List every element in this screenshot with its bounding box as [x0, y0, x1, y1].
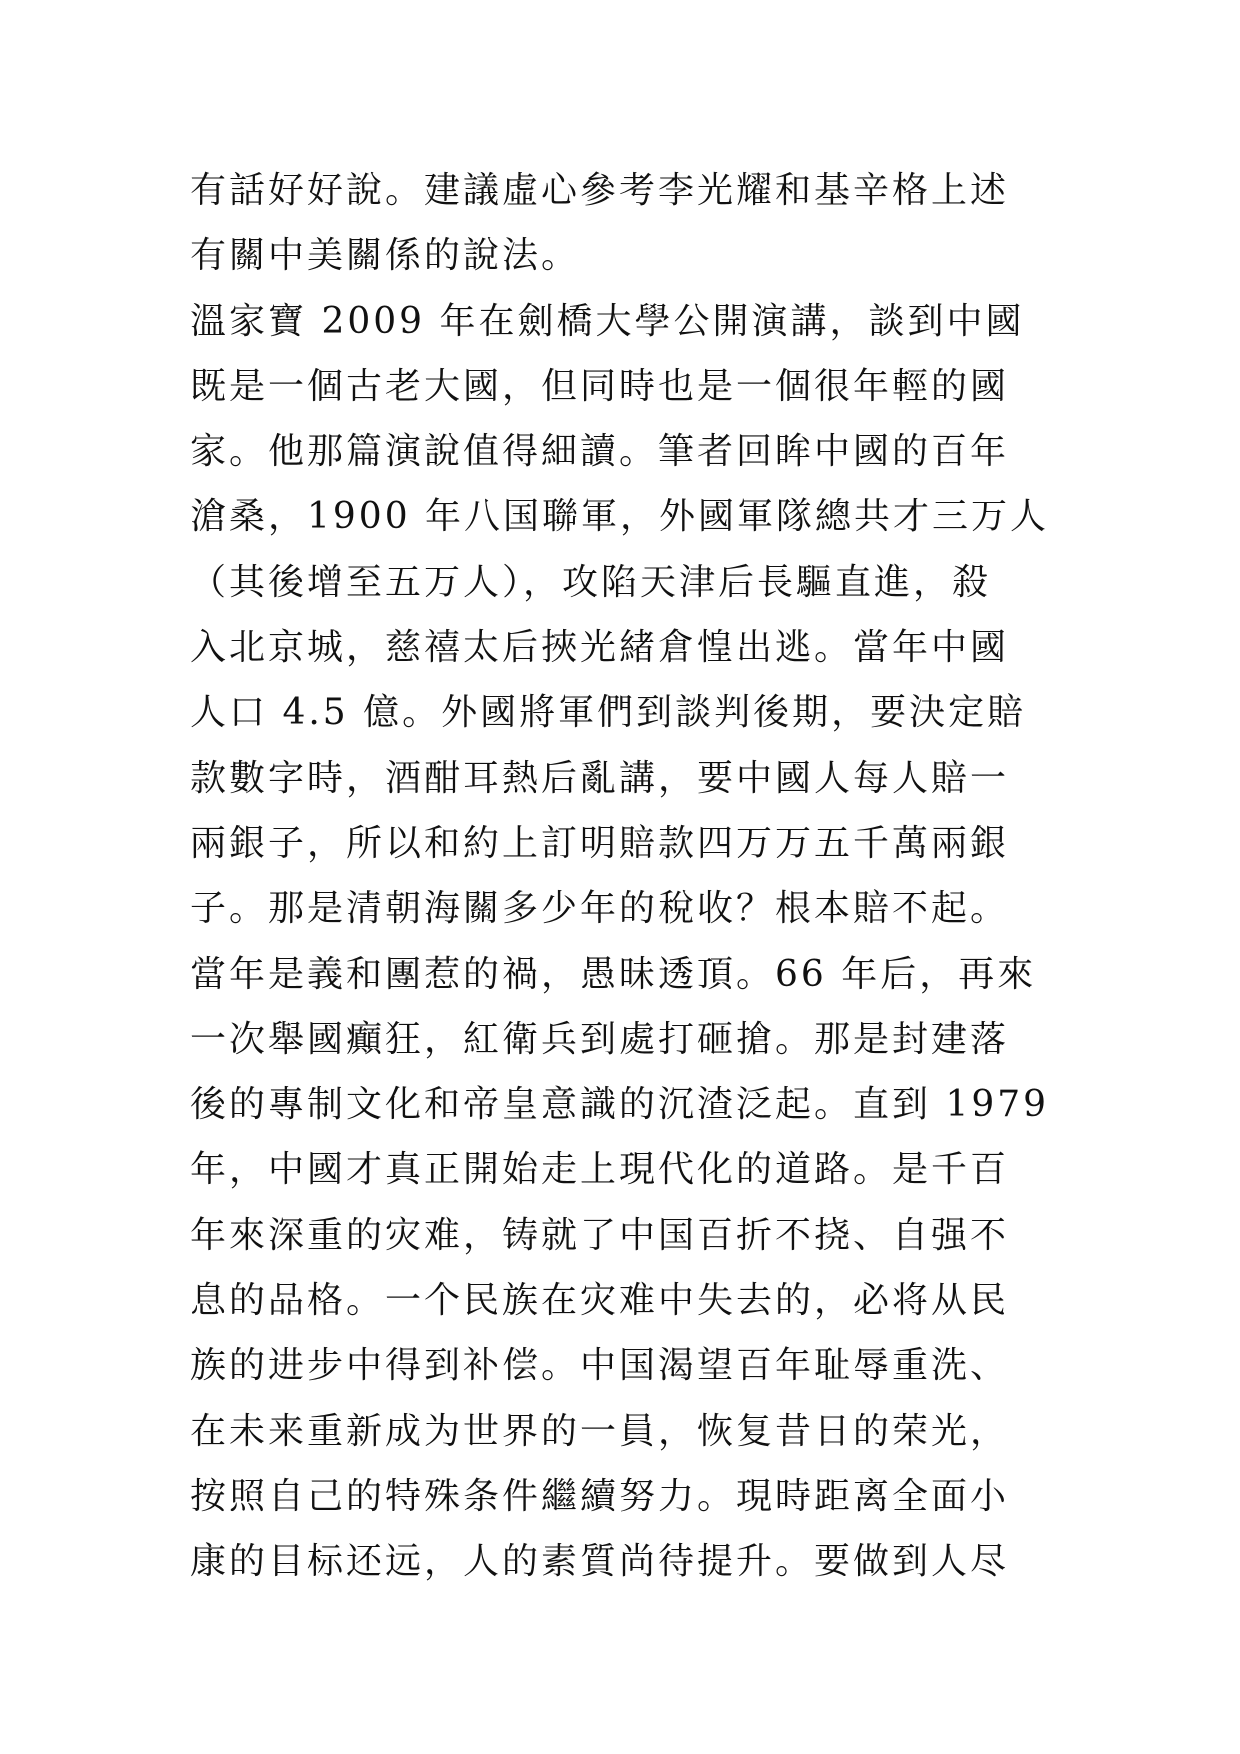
- text-line: 康的目标还远，人的素質尚待提升。要做到人尽: [190, 1541, 1010, 1583]
- text-line: 年，中國才真正開始走上現代化的道路。是千百: [190, 1149, 1010, 1191]
- text-line: 家。他那篇演說值得細讀。筆者回眸中國的百年: [190, 431, 1010, 473]
- text-line: 一次舉國癲狂，紅衛兵到處打砸搶。那是封建落: [190, 1018, 1010, 1060]
- text-line: 子。那是清朝海關多少年的稅收？根本賠不起。: [190, 888, 1010, 930]
- body-text: [190, 158, 1060, 1595]
- text-line: （其後增至五万人），攻陷天津后長驅直進，殺: [190, 561, 992, 603]
- text-line: 有關中美關係的說法。: [190, 235, 581, 277]
- text-line: 息的品格。一个民族在灾难中失去的，必将从民: [190, 1280, 1010, 1322]
- text-line: 既是一個古老大國，但同時也是一個很年輕的國: [190, 365, 1010, 407]
- text-line: 當年是義和團惹的禍，愚昧透頂。66 年后，再來: [190, 953, 1037, 995]
- text-line: 兩銀子，所以和約上訂明賠款四万万五千萬兩銀: [190, 822, 1010, 864]
- text-line: 溫家寶 2009 年在劍橋大學公開演講，談到中國: [190, 300, 1025, 342]
- text-line: 人口 4.5 億。外國將軍們到談判後期，要決定賠: [190, 692, 1027, 734]
- text-line: 在未来重新成为世界的一員，恢复昔日的荣光，: [190, 1410, 1010, 1452]
- text-line: 滄桑，1900 年八国聯軍，外國軍隊總共才三万人: [190, 496, 1050, 538]
- text-line: 有話好好說。建議虛心參考李光耀和基辛格上述: [190, 170, 1010, 211]
- text-line: 後的專制文化和帝皇意識的沉渣泛起。直到 1979: [190, 1084, 1050, 1126]
- text-line: 族的进步中得到补偿。中国渴望百年耻辱重洗、: [190, 1345, 1010, 1387]
- text-line: 入北京城，慈禧太后挾光緒倉惶出逃。當年中國: [190, 627, 1010, 669]
- text-line: 年來深重的灾难，铸就了中国百折不挠、自强不: [190, 1214, 1010, 1256]
- text-line: 按照自己的特殊条件繼續努力。現時距离全面小: [190, 1475, 1010, 1517]
- text-line: 款數字時，酒酣耳熱后亂講，要中國人每人賠一: [190, 757, 1010, 799]
